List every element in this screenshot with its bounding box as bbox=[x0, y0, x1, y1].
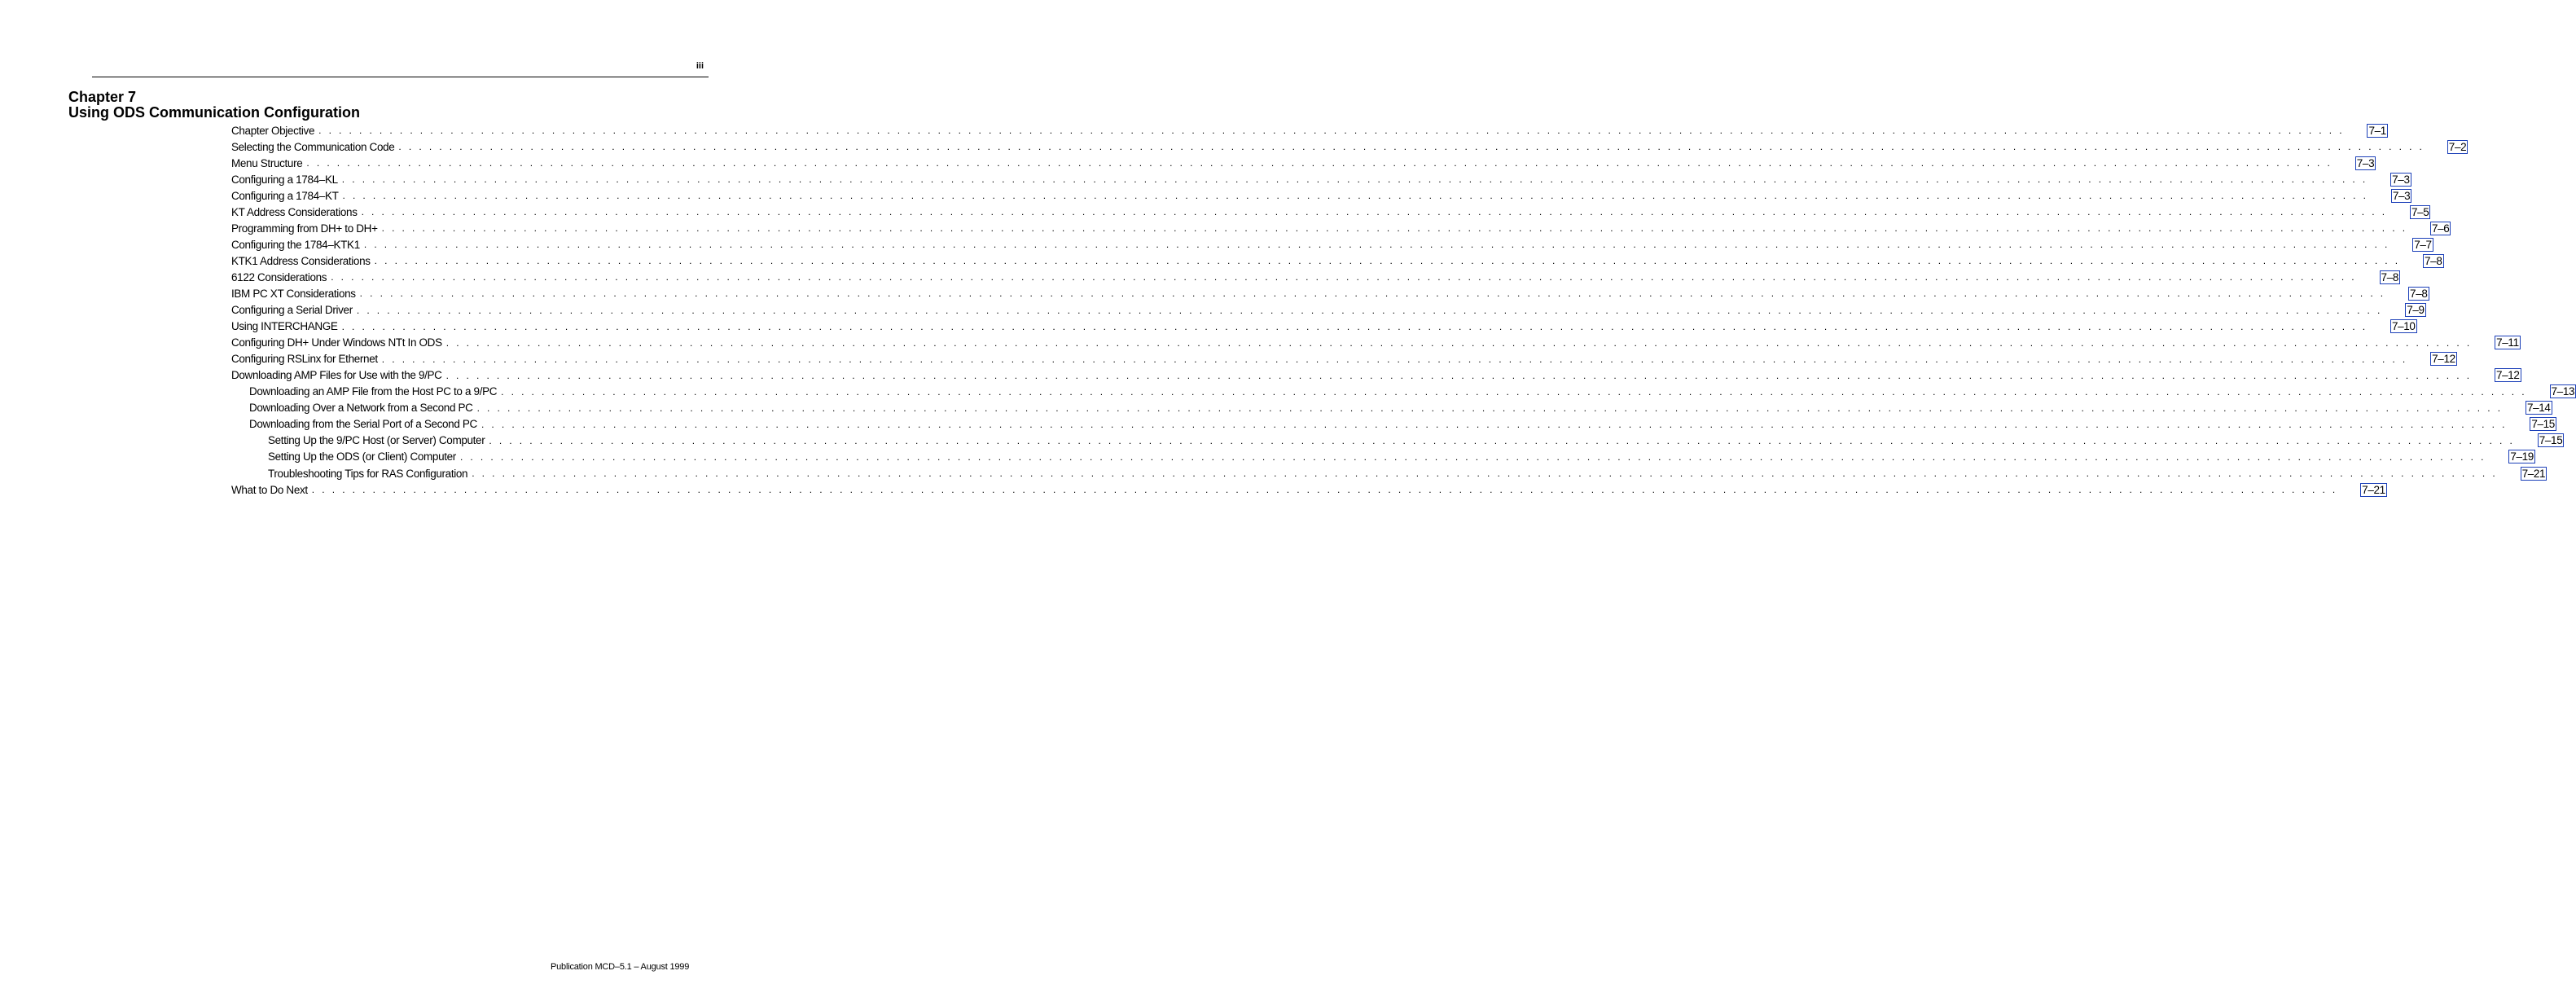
toc-entry bbox=[231, 122, 2386, 138]
toc-entry-title: Configuring a 1784–KT bbox=[231, 189, 339, 202]
toc-entry bbox=[231, 253, 2442, 269]
toc-page-link[interactable]: 7–12 bbox=[2432, 353, 2455, 366]
dot-leader: . . . . . . . . . . . . . . . . . . . . . . . . . . . . . . . . . . . . . . . . . . . . . . . . . . . . . . . . . . . . . . . . . . . . . . . . . . . . . . . . . . . . . . . . . . . . . . . . . . . . . . . . . . . . . . . . . . . . . . . . . . . . . . . . . . . . . . . . . . . . . . . . . . . . . . . . . . . . . . . . . . . . . . . . . . . . . . . . . . . . . . . . . . . . . . . . . . . . . . . . bbox=[359, 288, 2386, 300]
dot-leader: . . . . . . . . . . . . . . . . . . . . . . . . . . . . . . . . . . . . . . . . . . . . . . . . . . . . . . . . . . . . . . . . . . . . . . . . . . . . . . . . . . . . . . . . . . . . . . . . . . . . . . . . . . . . . . . . . . . . . . . . . . . . . . . . . . . . . . . . . . . . . . . . . . . . . . . . . . . . . . . . . . . . . . . . . . . . . . . . . . . . . . . . . . . . . . . . . . . . . . . . bbox=[356, 304, 2383, 316]
dot-leader: . . . . . . . . . . . . . . . . . . . . . . . . . . . . . . . . . . . . . . . . . . . . . . . . . . . . . . . . . . . . . . . . . . . . . . . . . . . . . . . . . . . . . . . . . . . . . . . . . . . . . . . . . . . . . . . . . . . . . . . . . . . . . . . . . . . . . . . . . . . . . . . . . . . . . . . . . . . . . . . . . . . . . . . . . . . . . . . . . . . . . . . . . . . . . . . . . . . . . . . . bbox=[374, 255, 2401, 267]
dot-leader: . . . . . . . . . . . . . . . . . . . . . . . . . . . . . . . . . . . . . . . . . . . . . . . . . . . . . . . . . . . . . . . . . . . . . . . . . . . . . . . . . . . . . . . . . . . . . . . . . . . . . . . . . . . . . . . . . . . . . . . . . . . . . . . . . . . . . . . . . . . . . . . . . . . . . . . . . . . . . . . . . . . . . . . . . . . . . . . . . . . . . . . . . . . . . . . . . . . . . . . . bbox=[318, 125, 2345, 137]
toc-entry bbox=[231, 481, 2385, 498]
toc-entry bbox=[231, 187, 2411, 204]
toc-entry-title: Configuring RSLinx for Ethernet bbox=[231, 353, 378, 366]
dot-leader: . . . . . . . . . . . . . . . . . . . . . . . . . . . . . . . . . . . . . . . . . . . . . . . . . . . . . . . . . . . . . . . . . . . . . . . . . . . . . . . . . . . . . . . . . . . . . . . . . . . . . . . . . . . . . . . . . . . . . . . . . . . . . . . . . . . . . . . . . . . . . . . . . . . . . . . . . . . . . . . . . . . . . . . . . . . . . . . . . . . . . . . . . . . . . . . . . . . . . . . . bbox=[445, 336, 2473, 349]
toc-entry-title: Configuring a Serial Driver bbox=[231, 304, 353, 317]
toc-page-link[interactable]: 7–10 bbox=[2391, 320, 2416, 333]
dot-leader: . . . . . . . . . . . . . . . . . . . . . . . . . . . . . . . . . . . . . . . . . . . . . . . . . . . . . . . . . . . . . . . . . . . . . . . . . . . . . . . . . . . . . . . . . . . . . . . . . . . . . . . . . . . . . . . . . . . . . . . . . . . . . . . . . . . . . . . . . . . . . . . . . . . . . . . . . . . . . . . . . . . . . . . . . . . . . . . . . . . . . . . . . . . . . . . . . . . . . . . . bbox=[341, 320, 2368, 332]
toc-entry bbox=[231, 236, 2432, 253]
toc-entry bbox=[231, 138, 2467, 155]
toc-entry-title: Configuring DH+ Under Windows NTt In ODS bbox=[231, 336, 442, 349]
toc-entry-title: Downloading Over a Network from a Second PC bbox=[249, 402, 473, 415]
dot-leader: . . . . . . . . . . . . . . . . . . . . . . . . . . . . . . . . . . . . . . . . . . . . . . . . . . . . . . . . . . . . . . . . . . . . . . . . . . . . . . . . . . . . . . . . . . . . . . . . . . . . . . . . . . . . . . . . . . . . . . . . . . . . . . . . . . . . . . . . . . . . . . . . . . . . . . . . . . . . . . . . . . . . . . . . . . . . . . . . . . . . . . . . . . . . . . . . . . . . . . . . bbox=[476, 402, 2503, 414]
toc-entry bbox=[231, 351, 2455, 367]
toc-entry bbox=[231, 155, 2375, 171]
toc-page-link[interactable]: 7–13 bbox=[2551, 385, 2575, 398]
toc-entry bbox=[231, 285, 2428, 301]
toc-entry bbox=[231, 220, 2450, 236]
chapter-heading bbox=[68, 90, 360, 121]
toc-entry-title: KT Address Considerations bbox=[231, 205, 358, 218]
toc-page-link[interactable]: 7–19 bbox=[2510, 450, 2534, 463]
toc-entry-title: Setting Up the ODS (or Client) Computer bbox=[268, 450, 456, 463]
toc-entry bbox=[231, 465, 2546, 481]
toc-entry bbox=[231, 302, 2425, 318]
toc-entry-title: Using INTERCHANGE bbox=[231, 320, 338, 333]
toc-entry bbox=[231, 449, 2534, 465]
toc-entry-title: 6122 Considerations bbox=[231, 270, 327, 283]
toc-entry bbox=[231, 171, 2410, 187]
dot-leader: . . . . . . . . . . . . . . . . . . . . . . . . . . . . . . . . . . . . . . . . . . . . . . . . . . . . . . . . . . . . . . . . . . . . . . . . . . . . . . . . . . . . . . . . . . . . . . . . . . . . . . . . . . . . . . . . . . . . . . . . . . . . . . . . . . . . . . . . . . . . . . . . . . . . . . . . . . . . . . . . . . . . . . . . . . . . . . . . . . . . . . . . . . . . . . . . . . . . . . . . bbox=[306, 157, 2332, 169]
chapter-label: Chapter 7 bbox=[68, 89, 137, 105]
toc-page-link[interactable]: 7–3 bbox=[2392, 173, 2410, 186]
table-of-contents bbox=[231, 122, 2575, 498]
toc-entry bbox=[231, 400, 2551, 416]
toc-entry bbox=[231, 416, 2555, 433]
toc-entry bbox=[231, 269, 2399, 285]
toc-page-link[interactable]: 7–2 bbox=[2448, 140, 2467, 153]
toc-entry-title: IBM PC XT Considerations bbox=[231, 287, 356, 300]
toc-page-link[interactable]: 7–21 bbox=[2362, 483, 2385, 496]
toc-page-link[interactable]: 7–12 bbox=[2495, 369, 2520, 382]
toc-entry-title: Setting Up the 9/PC Host (or Server) Computer bbox=[268, 434, 485, 447]
toc-entry bbox=[231, 384, 2575, 400]
toc-entry-title: Chapter Objective bbox=[231, 124, 315, 137]
publication-footer: Publication MCD–5.1 – August 1999 bbox=[551, 962, 690, 972]
toc-page-link[interactable]: 7–21 bbox=[2521, 467, 2546, 480]
dot-leader: . . . . . . . . . . . . . . . . . . . . . . . . . . . . . . . . . . . . . . . . . . . . . . . . . . . . . . . . . . . . . . . . . . . . . . . . . . . . . . . . . . . . . . . . . . . . . . . . . . . . . . . . . . . . . . . . . . . . . . . . . . . . . . . . . . . . . . . . . . . . . . . . . . . . . . . . . . . . . . . . . . . . . . . . . . . . . . . . . . . . . . . . . . . . . . . . . . . . . . . . bbox=[381, 353, 2408, 365]
toc-entry bbox=[231, 204, 2429, 220]
toc-page-link[interactable]: 7–3 bbox=[2392, 189, 2411, 202]
toc-entry-title: Programming from DH+ to DH+ bbox=[231, 222, 378, 235]
dot-leader: . . . . . . . . . . . . . . . . . . . . . . . . . . . . . . . . . . . . . . . . . . . . . . . . . . . . . . . . . . . . . . . . . . . . . . . . . . . . . . . . . . . . . . . . . . . . . . . . . . . . . . . . . . . . . . . . . . . . . . . . . . . . . . . . . . . . . . . . . . . . . . . . . . . . . . . . . . . . . . . . . . . . . . . . . . . . . . . . . . . . . . . . . . . . . . . . . . . . . . . . bbox=[398, 141, 2425, 153]
toc-entry bbox=[231, 367, 2520, 384]
dot-leader: . . . . . . . . . . . . . . . . . . . . . . . . . . . . . . . . . . . . . . . . . . . . . . . . . . . . . . . . . . . . . . . . . . . . . . . . . . . . . . . . . . . . . . . . . . . . . . . . . . . . . . . . . . . . . . . . . . . . . . . . . . . . . . . . . . . . . . . . . . . . . . . . . . . . . . . . . . . . . . . . . . . . . . . . . . . . . . . . . . . . . . . . . . . . . . . . . . . . . . . . bbox=[481, 418, 2508, 430]
toc-entry-title: Downloading AMP Files for Use with the 9/PC bbox=[231, 369, 442, 382]
toc-entry-title: KTK1 Address Considerations bbox=[231, 254, 371, 267]
toc-page-link[interactable]: 7–6 bbox=[2431, 222, 2450, 235]
dot-leader: . . . . . . . . . . . . . . . . . . . . . . . . . . . . . . . . . . . . . . . . . . . . . . . . . . . . . . . . . . . . . . . . . . . . . . . . . . . . . . . . . . . . . . . . . . . . . . . . . . . . . . . . . . . . . . . . . . . . . . . . . . . . . . . . . . . . . . . . . . . . . . . . . . . . . . . . . . . . . . . . . . . . . . . . . . . . . . . . . . . . . . . . . . . . . . . . . . . . . . . . bbox=[363, 239, 2390, 251]
toc-page-link[interactable]: 7–11 bbox=[2496, 336, 2519, 349]
toc-page-link[interactable]: 7–1 bbox=[2368, 124, 2386, 137]
dot-leader: . . . . . . . . . . . . . . . . . . . . . . . . . . . . . . . . . . . . . . . . . . . . . . . . . . . . . . . . . . . . . . . . . . . . . . . . . . . . . . . . . . . . . . . . . . . . . . . . . . . . . . . . . . . . . . . . . . . . . . . . . . . . . . . . . . . . . . . . . . . . . . . . . . . . . . . . . . . . . . . . . . . . . . . . . . . . . . . . . . . . . . . . . . . . . . . . . . . . . . . . bbox=[489, 434, 2515, 446]
dot-leader: . . . . . . . . . . . . . . . . . . . . . . . . . . . . . . . . . . . . . . . . . . . . . . . . . . . . . . . . . . . . . . . . . . . . . . . . . . . . . . . . . . . . . . . . . . . . . . . . . . . . . . . . . . . . . . . . . . . . . . . . . . . . . . . . . . . . . . . . . . . . . . . . . . . . . . . . . . . . . . . . . . . . . . . . . . . . . . . . . . . . . . . . . . . . . . . . . . . . . . . . bbox=[331, 271, 2357, 283]
toc-page-link[interactable]: 7–8 bbox=[2410, 287, 2428, 300]
dot-leader: . . . . . . . . . . . . . . . . . . . . . . . . . . . . . . . . . . . . . . . . . . . . . . . . . . . . . . . . . . . . . . . . . . . . . . . . . . . . . . . . . . . . . . . . . . . . . . . . . . . . . . . . . . . . . . . . . . . . . . . . . . . . . . . . . . . . . . . . . . . . . . . . . . . . . . . . . . . . . . . . . . . . . . . . . . . . . . . . . . . . . . . . . . . . . . . . . . . . . . . . bbox=[311, 484, 2338, 496]
toc-entry-title: Downloading an AMP File from the Host PC to a 9/PC bbox=[249, 385, 498, 398]
toc-entry-title: What to Do Next bbox=[231, 483, 308, 496]
toc-page-link[interactable]: 7–7 bbox=[2414, 238, 2432, 251]
toc-page-link[interactable]: 7–9 bbox=[2407, 304, 2425, 317]
toc-page-link[interactable]: 7–15 bbox=[2539, 434, 2563, 447]
dot-leader: . . . . . . . . . . . . . . . . . . . . . . . . . . . . . . . . . . . . . . . . . . . . . . . . . . . . . . . . . . . . . . . . . . . . . . . . . . . . . . . . . . . . . . . . . . . . . . . . . . . . . . . . . . . . . . . . . . . . . . . . . . . . . . . . . . . . . . . . . . . . . . . . . . . . . . . . . . . . . . . . . . . . . . . . . . . . . . . . . . . . . . . . . . . . . . . . . . . . . . . . bbox=[501, 385, 2527, 398]
toc-entry-title: Configuring the 1784–KTK1 bbox=[231, 238, 360, 251]
dot-leader: . . . . . . . . . . . . . . . . . . . . . . . . . . . . . . . . . . . . . . . . . . . . . . . . . . . . . . . . . . . . . . . . . . . . . . . . . . . . . . . . . . . . . . . . . . . . . . . . . . . . . . . . . . . . . . . . . . . . . . . . . . . . . . . . . . . . . . . . . . . . . . . . . . . . . . . . . . . . . . . . . . . . . . . . . . . . . . . . . . . . . . . . . . . . . . . . . . . . . . . . bbox=[472, 468, 2498, 479]
dot-leader: . . . . . . . . . . . . . . . . . . . . . . . . . . . . . . . . . . . . . . . . . . . . . . . . . . . . . . . . . . . . . . . . . . . . . . . . . . . . . . . . . . . . . . . . . . . . . . . . . . . . . . . . . . . . . . . . . . . . . . . . . . . . . . . . . . . . . . . . . . . . . . . . . . . . . . . . . . . . . . . . . . . . . . . . . . . . . . . . . . . . . . . . . . . . . . . . . . . . . . . . bbox=[381, 222, 2407, 235]
toc-entry-title: Selecting the Communication Code bbox=[231, 140, 395, 153]
toc-page-link[interactable]: 7–15 bbox=[2531, 418, 2555, 431]
dot-leader: . . . . . . . . . . . . . . . . . . . . . . . . . . . . . . . . . . . . . . . . . . . . . . . . . . . . . . . . . . . . . . . . . . . . . . . . . . . . . . . . . . . . . . . . . . . . . . . . . . . . . . . . . . . . . . . . . . . . . . . . . . . . . . . . . . . . . . . . . . . . . . . . . . . . . . . . . . . . . . . . . . . . . . . . . . . . . . . . . . . . . . . . . . . . . . . . . . . . . . . . bbox=[459, 450, 2486, 463]
toc-entry-title: Menu Structure bbox=[231, 156, 303, 169]
toc-page-link[interactable]: 7–3 bbox=[2356, 156, 2375, 169]
toc-page-link[interactable]: 7–8 bbox=[2381, 270, 2399, 283]
toc-entry-title: Downloading from the Serial Port of a Second PC bbox=[249, 418, 477, 431]
dot-leader: . . . . . . . . . . . . . . . . . . . . . . . . . . . . . . . . . . . . . . . . . . . . . . . . . . . . . . . . . . . . . . . . . . . . . . . . . . . . . . . . . . . . . . . . . . . . . . . . . . . . . . . . . . . . . . . . . . . . . . . . . . . . . . . . . . . . . . . . . . . . . . . . . . . . . . . . . . . . . . . . . . . . . . . . . . . . . . . . . . . . . . . . . . . . . . . . . . . . . . . . bbox=[361, 206, 2387, 218]
dot-leader: . . . . . . . . . . . . . . . . . . . . . . . . . . . . . . . . . . . . . . . . . . . . . . . . . . . . . . . . . . . . . . . . . . . . . . . . . . . . . . . . . . . . . . . . . . . . . . . . . . . . . . . . . . . . . . . . . . . . . . . . . . . . . . . . . . . . . . . . . . . . . . . . . . . . . . . . . . . . . . . . . . . . . . . . . . . . . . . . . . . . . . . . . . . . . . . . . . . . . . . . bbox=[445, 369, 2472, 381]
toc-entry bbox=[231, 335, 2519, 351]
toc-page-link[interactable]: 7–14 bbox=[2526, 402, 2551, 415]
chapter-title: Using ODS Communication Configuration bbox=[68, 104, 360, 121]
toc-entry-title: Configuring a 1784–KL bbox=[231, 173, 338, 186]
toc-entry bbox=[231, 318, 2416, 335]
dot-leader: . . . . . . . . . . . . . . . . . . . . . . . . . . . . . . . . . . . . . . . . . . . . . . . . . . . . . . . . . . . . . . . . . . . . . . . . . . . . . . . . . . . . . . . . . . . . . . . . . . . . . . . . . . . . . . . . . . . . . . . . . . . . . . . . . . . . . . . . . . . . . . . . . . . . . . . . . . . . . . . . . . . . . . . . . . . . . . . . . . . . . . . . . . . . . . . . . . . . . . . . bbox=[341, 174, 2368, 186]
toc-page-link[interactable]: 7–8 bbox=[2425, 254, 2442, 267]
toc-entry bbox=[231, 433, 2563, 449]
dot-leader: . . . . . . . . . . . . . . . . . . . . . . . . . . . . . . . . . . . . . . . . . . . . . . . . . . . . . . . . . . . . . . . . . . . . . . . . . . . . . . . . . . . . . . . . . . . . . . . . . . . . . . . . . . . . . . . . . . . . . . . . . . . . . . . . . . . . . . . . . . . . . . . . . . . . . . . . . . . . . . . . . . . . . . . . . . . . . . . . . . . . . . . . . . . . . . . . . . . . . . . . bbox=[342, 190, 2368, 202]
toc-entry-title: Troubleshooting Tips for RAS Configuration bbox=[268, 467, 468, 480]
page-number: iii bbox=[696, 61, 704, 71]
toc-page-link[interactable]: 7–5 bbox=[2411, 205, 2429, 218]
